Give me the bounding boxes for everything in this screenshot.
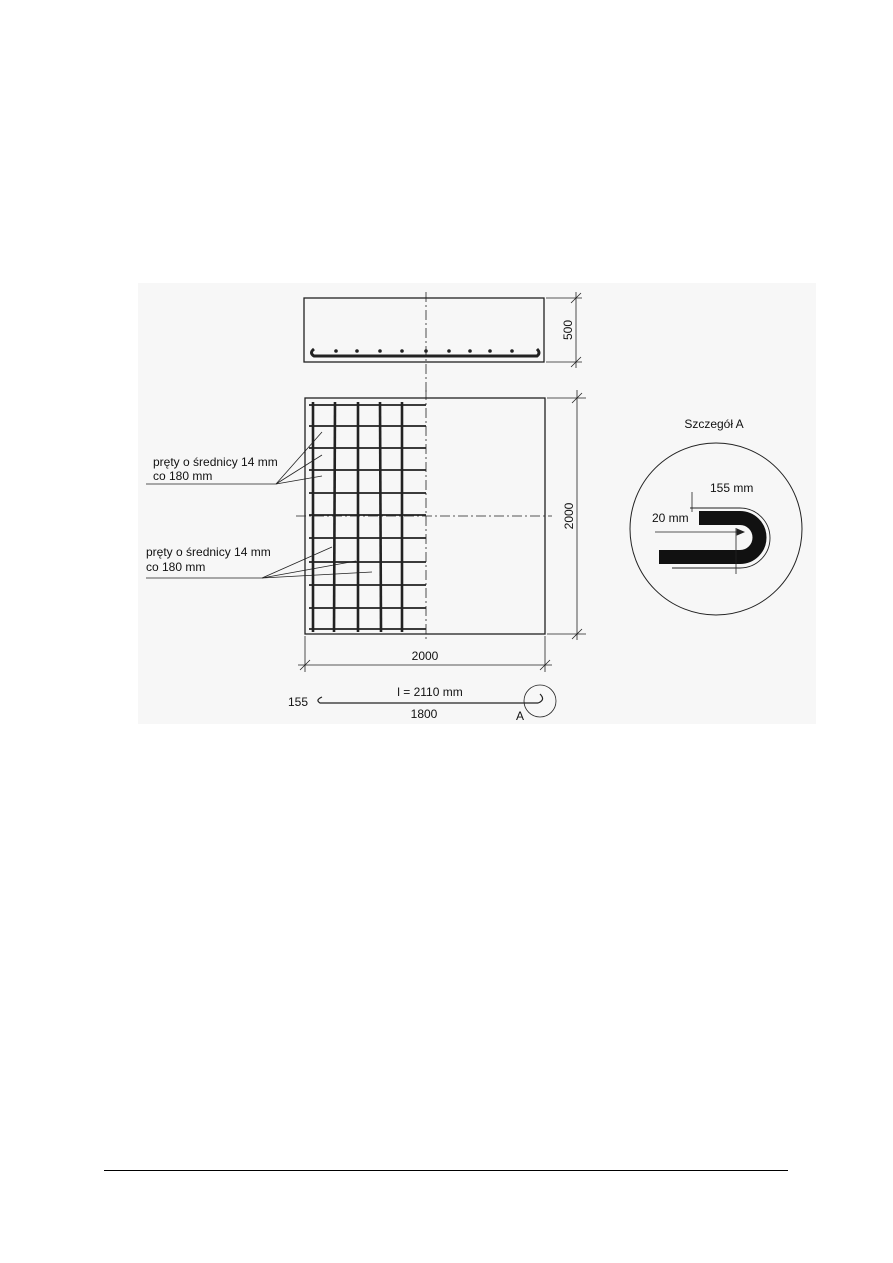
plan-view-height-dim: 2000	[562, 502, 576, 530]
detail-marker-label: A	[516, 709, 525, 723]
lower-label-line-2: co 180 mm	[146, 560, 206, 574]
detail-title: Szczegół A	[684, 417, 744, 431]
side-view-height-dim: 500	[561, 319, 575, 341]
plan-view-width-dim: 2000	[411, 649, 439, 663]
upper-label-line-1: pręty o średnicy 14 mm	[153, 455, 278, 469]
footer-rule	[104, 1170, 788, 1171]
drawing-background	[138, 283, 816, 724]
lower-label-line-1: pręty o średnicy 14 mm	[146, 545, 271, 559]
bar-straight-length: 1800	[410, 707, 438, 721]
bar-hook-length: 155	[288, 695, 309, 709]
bar-total-length: l = 2110 mm	[397, 685, 463, 699]
detail-hook-dim: 155 mm	[710, 481, 754, 495]
detail-bend-dim: 20 mm	[652, 511, 689, 525]
upper-label-line-2: co 180 mm	[153, 469, 213, 483]
